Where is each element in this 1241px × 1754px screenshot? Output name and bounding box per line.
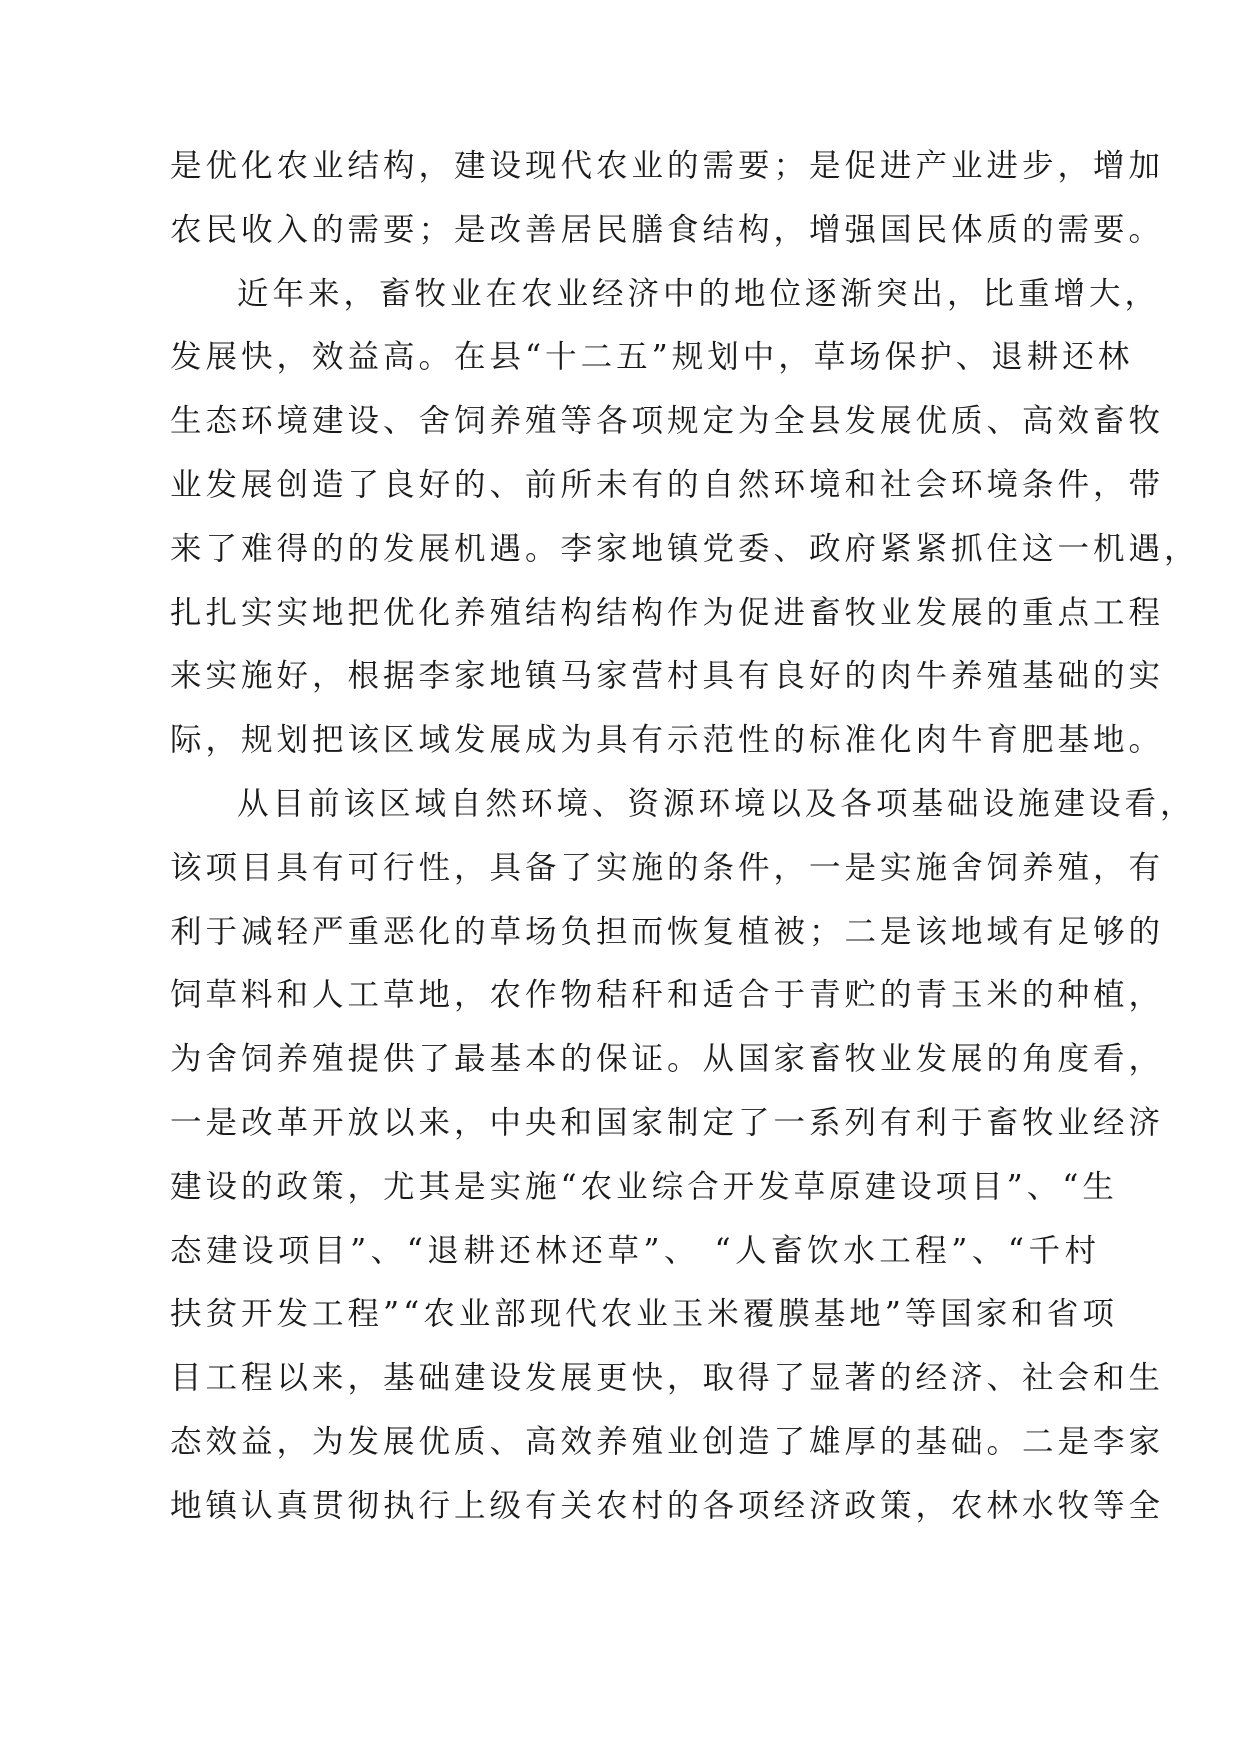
text-line: 扶贫开发工程”“农业部现代农业玉米覆膜基地”等国家和省项 xyxy=(170,1296,1118,1333)
text-line: 来实施好，根据李家地镇马家营村具有良好的肉牛养殖基础的实 xyxy=(170,658,1165,695)
text-line: 一是改革开放以来，中央和国家制定了一系列有利于畜牧业经济 xyxy=(170,1104,1165,1141)
text-line: 态建设项目”、“退耕还林还草”、 “人畜饮水工程”、“千村 xyxy=(170,1232,1100,1269)
text-line: 从目前该区域自然环境、资源环境以及各项基础设施建设看， xyxy=(237,785,1196,822)
text-line: 态效益，为发展优质、高效养殖业创造了雄厚的基础。二是李家 xyxy=(170,1423,1165,1460)
text-line: 来了难得的的发展机遇。李家地镇党委、政府紧紧抓住这一机遇， xyxy=(170,530,1200,567)
body-text xyxy=(170,135,1200,1539)
text-line: 际，规划把该区域发展成为具有示范性的标准化肉牛育肥基地。 xyxy=(170,722,1165,759)
text-line: 为舍饲养殖提供了最基本的保证。从国家畜牧业发展的角度看， xyxy=(170,1041,1165,1078)
text-line: 发展快，效益高。在县“十二五”规划中，草场保护、退耕还林 xyxy=(170,339,1134,376)
text-line: 近年来，畜牧业在农业经济中的地位逐渐突出，比重增大， xyxy=(237,275,1161,312)
text-line: 业发展创造了良好的、前所未有的自然环境和社会环境条件，带 xyxy=(170,466,1165,503)
text-line: 农民收入的需要；是改善居民膳食结构，增强国民体质的需要。 xyxy=(170,211,1165,248)
text-line: 目工程以来，基础建设发展更快，取得了显著的经济、社会和生 xyxy=(170,1360,1165,1397)
text-line: 地镇认真贯彻执行上级有关农村的各项经济政策，农林水牧等全 xyxy=(170,1487,1165,1524)
text-line: 建设的政策，尤其是实施“农业综合开发草原建设项目”、“生 xyxy=(170,1168,1118,1205)
text-line: 扎扎实实地把优化养殖结构结构作为促进畜牧业发展的重点工程 xyxy=(170,594,1165,631)
text-line: 饲草料和人工草地，农作物秸秆和适合于青贮的青玉米的种植， xyxy=(170,977,1165,1014)
text-line: 利于减轻严重恶化的草场负担而恢复植被；二是该地域有足够的 xyxy=(170,913,1165,950)
text-line: 是优化农业结构，建设现代农业的需要；是促进产业进步，增加 xyxy=(170,148,1165,184)
text-line: 该项目具有可行性，具备了实施的条件，一是实施舍饲养殖，有 xyxy=(170,849,1165,886)
text-line: 生态环境建设、舍饲养殖等各项规定为全县发展优质、高效畜牧 xyxy=(170,403,1165,440)
